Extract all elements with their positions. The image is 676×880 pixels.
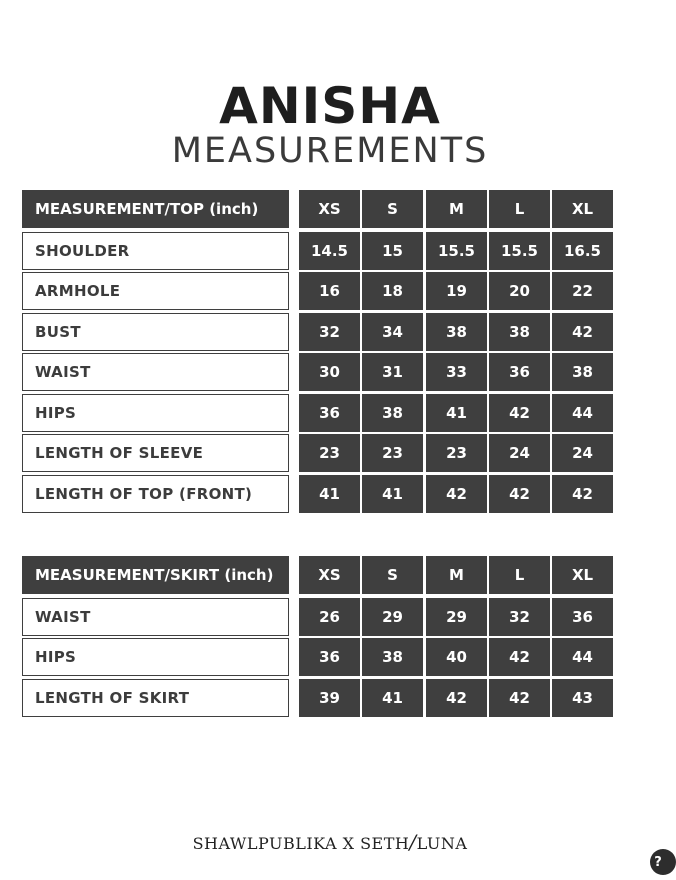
table-cell: 22	[552, 272, 613, 310]
size-header-xs: XS	[299, 556, 360, 594]
size-header-m: M	[426, 556, 487, 594]
size-header-xs: XS	[299, 190, 360, 228]
table-cell: 19	[426, 272, 487, 310]
table-cell: 15.5	[426, 232, 487, 270]
row-label: WAIST	[22, 353, 289, 391]
table-cell: 42	[489, 475, 550, 513]
size-header-l: L	[489, 556, 550, 594]
size-header-xl: XL	[552, 556, 613, 594]
table-cell: 38	[362, 638, 423, 676]
table-cell: 38	[362, 394, 423, 432]
table-cell: 42	[552, 475, 613, 513]
table-cell: 30	[299, 353, 360, 391]
table-cell: 36	[489, 353, 550, 391]
row-label: LENGTH OF TOP (FRONT)	[22, 475, 289, 513]
table-cell: 23	[362, 434, 423, 472]
size-header-xl: XL	[552, 190, 613, 228]
row-label: ARMHOLE	[22, 272, 289, 310]
row-label: WAIST	[22, 598, 289, 636]
table-cell: 41	[362, 475, 423, 513]
row-label: HIPS	[22, 638, 289, 676]
size-header-s: S	[362, 190, 423, 228]
row-label: HIPS	[22, 394, 289, 432]
table-cell: 42	[489, 394, 550, 432]
table-cell: 23	[426, 434, 487, 472]
table-cell: 16.5	[552, 232, 613, 270]
table-cell: 33	[426, 353, 487, 391]
page-title: ANISHA	[219, 77, 441, 135]
table-cell: 18	[362, 272, 423, 310]
table-cell: 31	[362, 353, 423, 391]
table-cell: 20	[489, 272, 550, 310]
table-cell: 38	[489, 313, 550, 351]
table-cell: 29	[362, 598, 423, 636]
size-header-l: L	[489, 190, 550, 228]
row-label: LENGTH OF SLEEVE	[22, 434, 289, 472]
table-cell: 42	[426, 475, 487, 513]
table-cell: 44	[552, 394, 613, 432]
page-subtitle: MEASUREMENTS	[171, 131, 489, 171]
brand-slash-mark: /	[409, 830, 417, 854]
table-cell: 16	[299, 272, 360, 310]
size-header-m: M	[426, 190, 487, 228]
table-cell: 36	[299, 394, 360, 432]
table-cell: 40	[426, 638, 487, 676]
row-label: BUST	[22, 313, 289, 351]
table-cell: 23	[299, 434, 360, 472]
table-cell: 44	[552, 638, 613, 676]
brand-seth: SETH	[360, 834, 410, 853]
row-label: LENGTH OF SKIRT	[22, 679, 289, 717]
table-cell: 38	[552, 353, 613, 391]
table-cell: 26	[299, 598, 360, 636]
table-cell: 29	[426, 598, 487, 636]
table-cell: 41	[362, 679, 423, 717]
table-cell: 39	[299, 679, 360, 717]
table-cell: 42	[489, 679, 550, 717]
table-cell: 34	[362, 313, 423, 351]
table-cell: 41	[299, 475, 360, 513]
table-cell: 41	[426, 394, 487, 432]
table-cell: 42	[489, 638, 550, 676]
brand-x: X	[342, 834, 355, 853]
row-label: SHOULDER	[22, 232, 289, 270]
table-cell: 36	[299, 638, 360, 676]
table-cell: 42	[552, 313, 613, 351]
table-cell: 24	[489, 434, 550, 472]
table-cell: 15	[362, 232, 423, 270]
table-header-label: MEASUREMENT/TOP (inch)	[22, 190, 289, 228]
table-cell: 24	[552, 434, 613, 472]
table-cell: 14.5	[299, 232, 360, 270]
table-cell: 38	[426, 313, 487, 351]
help-badge[interactable]: ?	[650, 849, 676, 875]
table-header-label: MEASUREMENT/SKIRT (inch)	[22, 556, 289, 594]
table-cell: 36	[552, 598, 613, 636]
brand-footer	[0, 830, 660, 854]
size-header-s: S	[362, 556, 423, 594]
table-cell: 32	[299, 313, 360, 351]
brand-luna: LUNA	[416, 834, 468, 853]
table-cell: 43	[552, 679, 613, 717]
table-cell: 15.5	[489, 232, 550, 270]
brand-shawlpublika: SHAWLPUBLIKA	[192, 834, 338, 853]
table-cell: 42	[426, 679, 487, 717]
table-cell: 32	[489, 598, 550, 636]
